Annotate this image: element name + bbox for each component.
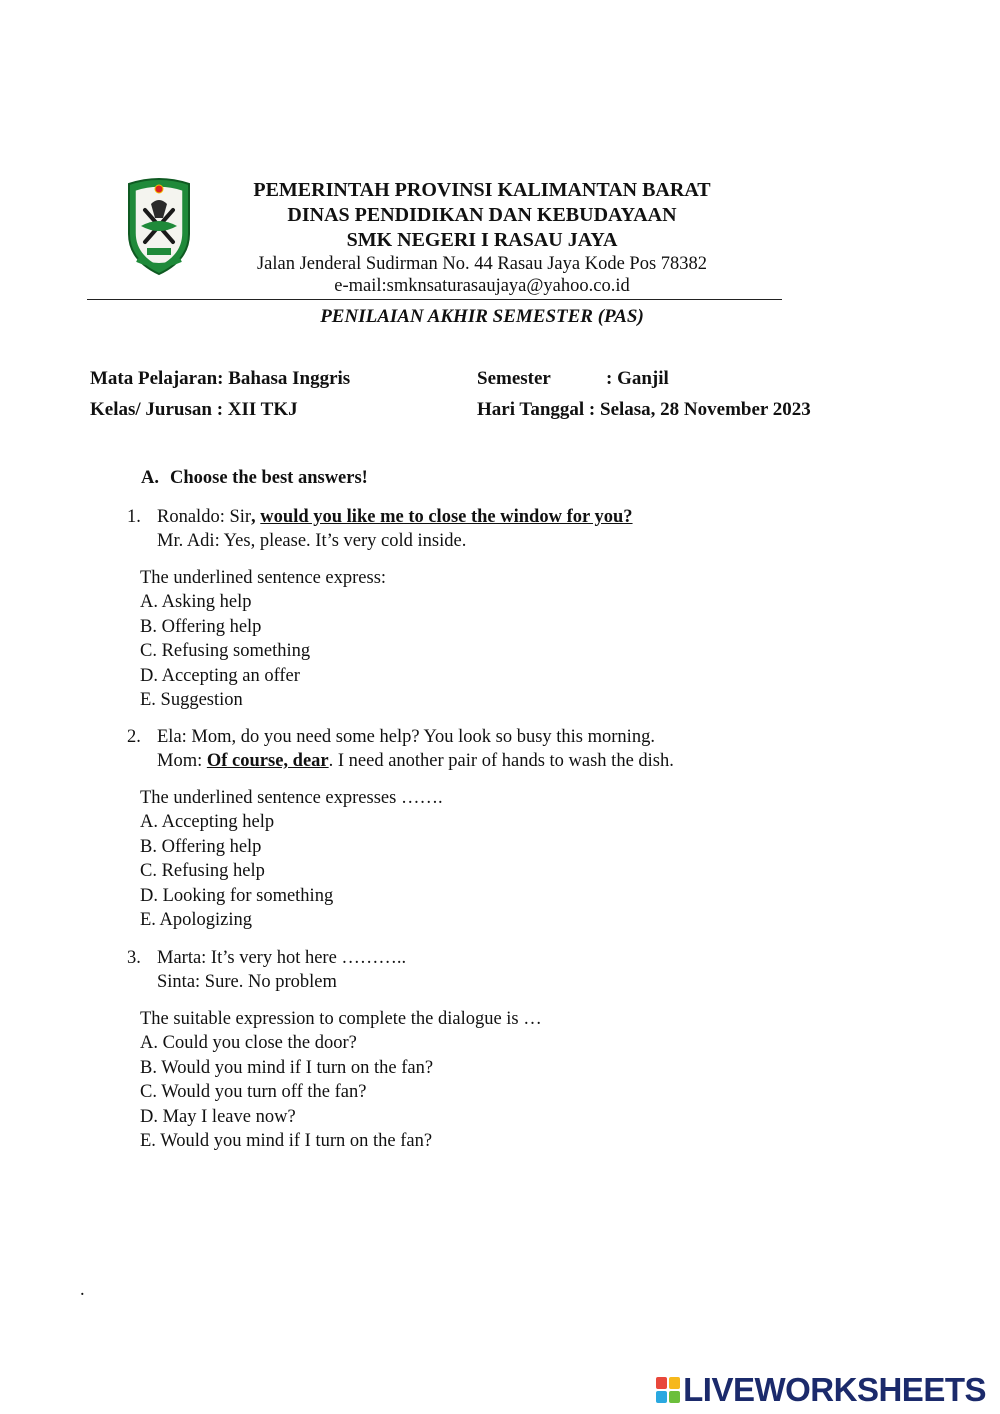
question-2-speaker: Mom: — [157, 751, 207, 771]
question-3-option-c[interactable]: C. Would you turn off the fan? — [140, 1082, 367, 1103]
header-email: e-mail:smknsaturasaujaya@yahoo.co.id — [334, 276, 630, 296]
question-2-number: 2. — [127, 727, 141, 747]
question-1-option-b[interactable]: B. Offering help — [140, 616, 262, 637]
question-2-line2-rest: . I need another pair of hands to wash the dish. — [328, 751, 674, 771]
question-3-option-d[interactable]: D. May I leave now? — [140, 1106, 296, 1127]
liveworksheets-text: LIVEWORKSHEETS — [683, 1371, 986, 1408]
question-3-line2: Sinta: Sure. No problem — [157, 972, 337, 992]
question-3-options — [140, 1031, 433, 1154]
question-1-options — [140, 590, 310, 713]
question-1-option-c[interactable]: C. Refusing something — [140, 641, 311, 662]
question-2-options — [140, 810, 333, 933]
question-2-line2 — [157, 749, 674, 774]
meta-semester-value: : Ganjil — [606, 368, 669, 389]
question-2-underlined: Of course, dear — [206, 751, 329, 771]
header-line-school: SMK NEGERI I RASAU JAYA — [346, 229, 618, 251]
header-divider — [87, 299, 782, 300]
question-1-speaker: Ronaldo: Sir — [157, 507, 252, 527]
header-line-government: PEMERINTAH PROVINSI KALIMANTAN BARAT — [253, 179, 711, 201]
question-1-number: 1. — [127, 507, 141, 527]
footer-dot: . — [80, 1280, 85, 1300]
question-2-option-b[interactable]: B. Offering help — [140, 836, 262, 857]
question-2-option-a[interactable]: A. Accepting help — [140, 812, 275, 832]
question-1-option-e[interactable]: E. Suggestion — [140, 690, 243, 711]
question-2-prompt: The underlined sentence expresses ……. — [140, 788, 443, 808]
question-1-line1 — [157, 505, 633, 530]
exam-title: PENILAIAN AKHIR SEMESTER (PAS) — [320, 306, 644, 327]
question-3-option-b[interactable]: B. Would you mind if I turn on the fan? — [140, 1057, 434, 1078]
question-3-line1: Marta: It’s very hot here ……….. — [157, 948, 407, 968]
meta-date: Hari Tanggal : Selasa, 28 November 2023 — [477, 399, 811, 420]
header-address: Jalan Jenderal Sudirman No. 44 Rasau Jaya Kode Pos 78382 — [256, 254, 708, 274]
question-3-number: 3. — [127, 948, 141, 968]
meta-subject: Mata Pelajaran: Bahasa Inggris — [90, 368, 351, 389]
meta-class: Kelas/ Jurusan : XII TKJ — [90, 399, 298, 420]
question-3-prompt: The suitable expression to complete the dialogue is … — [140, 1009, 542, 1029]
question-3-option-e[interactable]: E. Would you mind if I turn on the fan? — [140, 1131, 433, 1152]
question-1-prompt: The underlined sentence express: — [140, 568, 387, 588]
question-1-option-d[interactable]: D. Accepting an offer — [140, 665, 300, 686]
liveworksheets-watermark[interactable] — [656, 1372, 986, 1408]
question-1-option-a[interactable]: A. Asking help — [140, 592, 252, 612]
question-1-underlined: would you like me to close the window for you? — [260, 507, 633, 527]
header-line-department: DINAS PENDIDIKAN DAN KEBUDAYAAN — [287, 204, 677, 226]
question-2-option-c[interactable]: C. Refusing help — [140, 861, 265, 882]
question-1-line2: Mr. Adi: Yes, please. It’s very cold inside. — [157, 531, 467, 551]
meta-semester-label: Semester — [477, 368, 551, 389]
question-3-option-a[interactable]: A. Could you close the door? — [140, 1033, 357, 1053]
question-2-line1: Ela: Mom, do you need some help? You look so busy this morning. — [157, 727, 655, 747]
liveworksheets-logo-icon — [656, 1377, 680, 1403]
question-2-option-d[interactable]: D. Looking for something — [140, 885, 334, 906]
section-label: A. — [141, 468, 159, 488]
question-1-comma: , — [251, 507, 256, 527]
section-instruction: Choose the best answers! — [170, 468, 368, 488]
question-2-option-e[interactable]: E. Apologizing — [140, 910, 253, 931]
